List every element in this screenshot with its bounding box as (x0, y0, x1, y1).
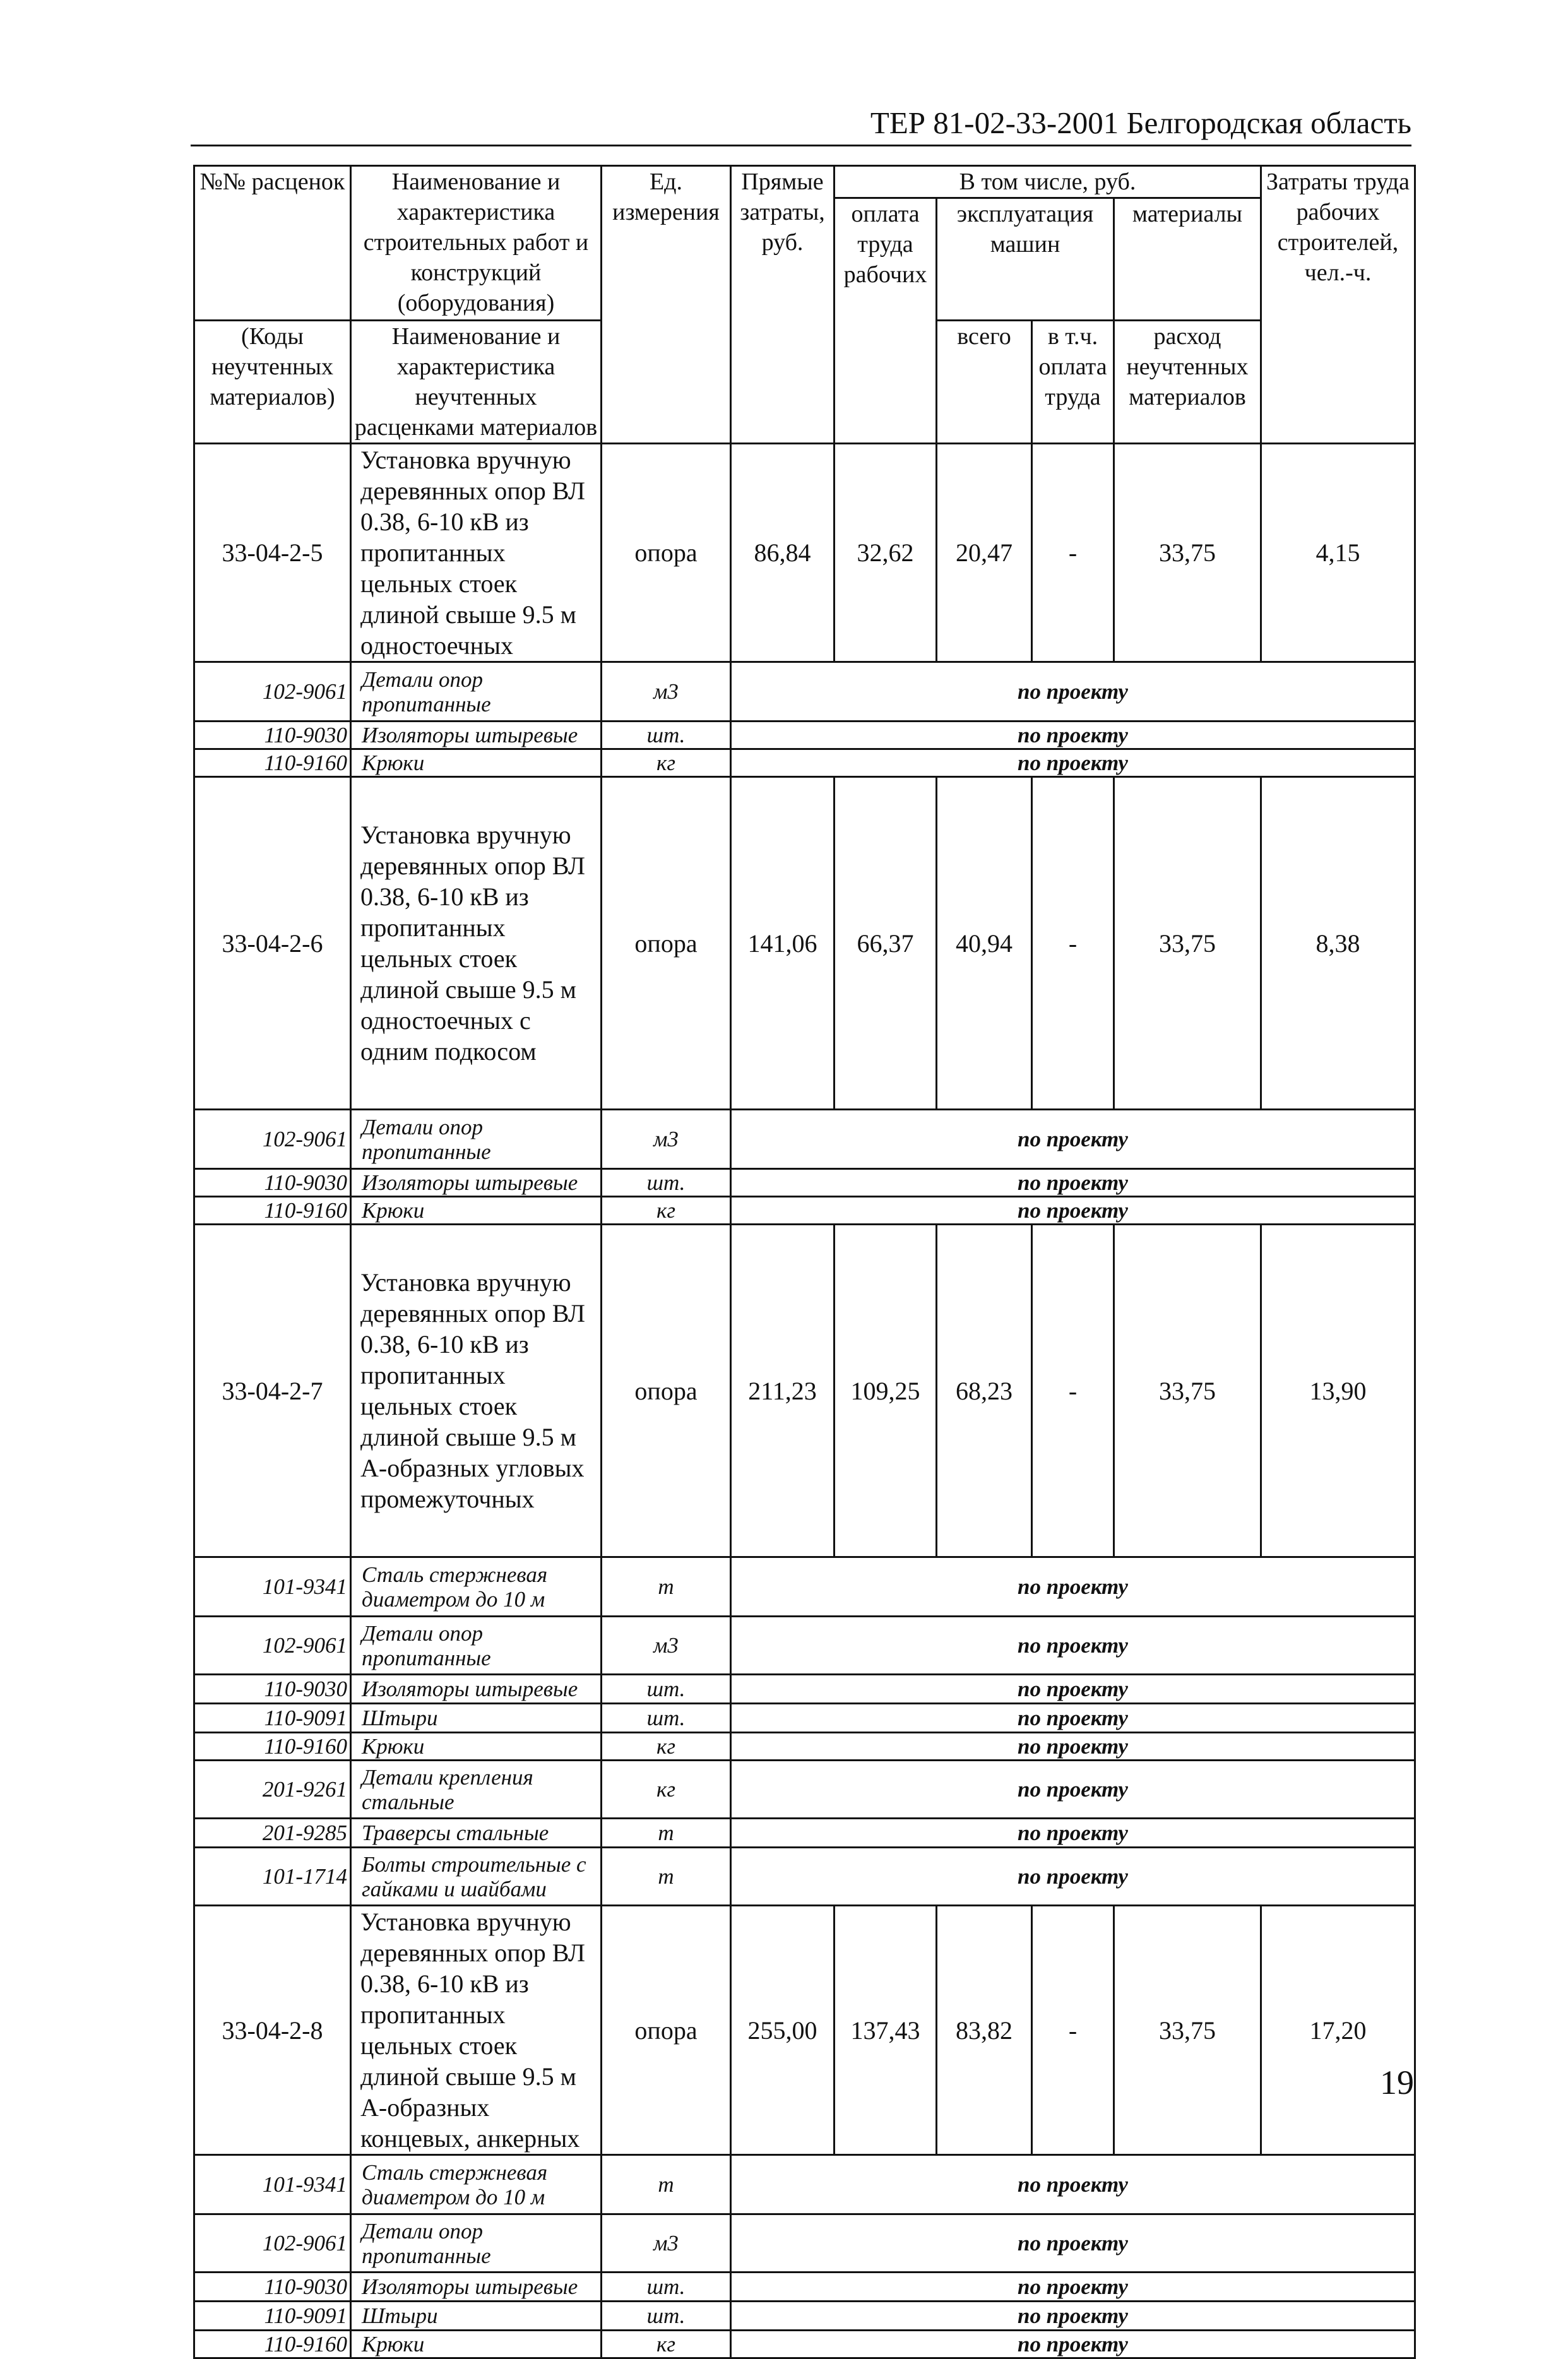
material-row (194, 662, 1415, 722)
rate-labor-hours: 13,90 (1261, 1225, 1415, 1557)
material-name: Крюки (351, 1733, 602, 1761)
col-header-name2: Наименование и характеристика неучтенных расценками материалов (351, 321, 602, 444)
material-name: Штыри (351, 2302, 602, 2331)
material-row (194, 1675, 1415, 1704)
col-header-materials-unaccounted: расход неучтенных материалов (1114, 321, 1261, 444)
material-value: по проекту (731, 1557, 1415, 1617)
rate-row (194, 1906, 1415, 2155)
rates-table (193, 165, 1416, 2359)
rate-labor-hours: 8,38 (1261, 777, 1415, 1110)
material-code: 110-9030 (194, 2273, 351, 2302)
material-row (194, 1110, 1415, 1169)
material-unit: шт. (602, 2273, 731, 2302)
rate-code: 33-04-2-7 (194, 1225, 351, 1557)
material-name: Крюки (351, 2331, 602, 2358)
col-header-unit: Ед. измерения (602, 166, 731, 444)
material-name: Изоляторы штыревые (351, 1169, 602, 1197)
material-value: по проекту (731, 2155, 1415, 2214)
material-code: 201-9261 (194, 1761, 351, 1819)
material-row (194, 1704, 1415, 1733)
col-header-code: №№ расценок (194, 166, 351, 321)
material-code: 110-9030 (194, 1169, 351, 1197)
material-value: по проекту (731, 722, 1415, 749)
material-row (194, 1617, 1415, 1675)
material-name: Крюки (351, 749, 602, 777)
material-code: 101-9341 (194, 1557, 351, 1617)
rate-labor-pay: 137,43 (834, 1906, 937, 2155)
material-code: 102-9061 (194, 662, 351, 722)
material-unit: шт. (602, 1675, 731, 1704)
material-value: по проекту (731, 2214, 1415, 2273)
rate-materials: 33,75 (1114, 777, 1261, 1110)
col-header-materials: материалы (1114, 198, 1261, 321)
material-value: по проекту (731, 1169, 1415, 1197)
material-code: 110-9160 (194, 749, 351, 777)
material-unit: кг (602, 1733, 731, 1761)
material-name: Детали опор пропитанные (351, 1110, 602, 1169)
material-unit: т (602, 1819, 731, 1848)
material-code: 110-9030 (194, 722, 351, 749)
material-row (194, 1557, 1415, 1617)
rate-machines-labor: - (1032, 1225, 1114, 1557)
material-name: Сталь стержневая диаметром до 10 м (351, 2155, 602, 2214)
rate-labor-hours: 17,20 (1261, 1906, 1415, 2155)
material-value: по проекту (731, 2302, 1415, 2331)
col-header-machines-labor: в т.ч. оплата труда (1032, 321, 1114, 444)
material-code: 110-9160 (194, 2331, 351, 2358)
material-unit: кг (602, 2331, 731, 2358)
material-value: по проекту (731, 1704, 1415, 1733)
material-value: по проекту (731, 1617, 1415, 1675)
material-name: Изоляторы штыревые (351, 1675, 602, 1704)
rate-direct-cost: 255,00 (731, 1906, 834, 2155)
material-unit: м3 (602, 662, 731, 722)
col-header-machines: эксплуатация машин (937, 198, 1114, 321)
material-unit: м3 (602, 2214, 731, 2273)
col-header-labor-hours: Затраты труда рабочих строителей, чел.-ч. (1261, 166, 1415, 444)
material-name: Детали опор пропитанные (351, 662, 602, 722)
page-header-title: ТЕР 81-02-33-2001 Белгородская область (870, 105, 1411, 140)
material-row (194, 1761, 1415, 1819)
material-name: Детали крепления стальные (351, 1761, 602, 1819)
rate-code: 33-04-2-5 (194, 444, 351, 662)
material-name: Траверсы стальные (351, 1819, 602, 1848)
material-value: по проекту (731, 749, 1415, 777)
rate-machines-labor: - (1032, 777, 1114, 1110)
material-value: по проекту (731, 1110, 1415, 1169)
material-unit: т (602, 1557, 731, 1617)
material-name: Детали опор пропитанные (351, 1617, 602, 1675)
material-row (194, 1819, 1415, 1848)
rate-materials: 33,75 (1114, 444, 1261, 662)
material-value: по проекту (731, 1819, 1415, 1848)
material-unit: шт. (602, 1169, 731, 1197)
material-code: 110-9091 (194, 1704, 351, 1733)
col-header-code2: (Коды неучтенных материалов) (194, 321, 351, 444)
rate-unit: опора (602, 444, 731, 662)
rate-row (194, 777, 1415, 1110)
rate-name: Установка вручную деревянных опор ВЛ 0.38, 6-10 кВ из пропитанных цельных стоек длиной свыше 9.5 м одностоечных с одним подкосом (351, 777, 602, 1110)
material-code: 102-9061 (194, 1110, 351, 1169)
rate-unit: опора (602, 777, 731, 1110)
material-unit: кг (602, 1761, 731, 1819)
material-unit: т (602, 1848, 731, 1906)
page-number: 19 (1380, 2064, 1414, 2101)
material-unit: шт. (602, 722, 731, 749)
rate-machines-total: 40,94 (937, 777, 1032, 1110)
col-header-machines-total: всего (937, 321, 1032, 444)
material-row (194, 1733, 1415, 1761)
material-value: по проекту (731, 1761, 1415, 1819)
material-code: 110-9160 (194, 1733, 351, 1761)
material-name: Детали опор пропитанные (351, 2214, 602, 2273)
rate-name: Установка вручную деревянных опор ВЛ 0.38, 6-10 кВ из пропитанных цельных стоек длиной свыше 9.5 м А-образных концевых, анкерных (351, 1906, 602, 2155)
material-code: 110-9091 (194, 2302, 351, 2331)
col-header-including: В том числе, руб. (834, 166, 1261, 198)
rate-direct-cost: 211,23 (731, 1225, 834, 1557)
rate-machines-total: 20,47 (937, 444, 1032, 662)
material-row (194, 749, 1415, 777)
material-unit: кг (602, 749, 731, 777)
col-header-name: Наименование и характеристика строительных работ и конструкций (оборудования) (351, 166, 602, 321)
rate-row (194, 444, 1415, 662)
rate-labor-pay: 66,37 (834, 777, 937, 1110)
material-value: по проекту (731, 2331, 1415, 2358)
rate-code: 33-04-2-6 (194, 777, 351, 1110)
material-code: 201-9285 (194, 1819, 351, 1848)
material-unit: м3 (602, 1110, 731, 1169)
col-header-direct: Прямые затраты, руб. (731, 166, 834, 444)
rate-name: Установка вручную деревянных опор ВЛ 0.38, 6-10 кВ из пропитанных цельных стоек длиной свыше 9.5 м А-образных угловых промежуточных (351, 1225, 602, 1557)
material-code: 101-1714 (194, 1848, 351, 1906)
rate-code: 33-04-2-8 (194, 1906, 351, 2155)
rate-machines-total: 83,82 (937, 1906, 1032, 2155)
material-unit: шт. (602, 2302, 731, 2331)
material-row (194, 722, 1415, 749)
material-name: Изоляторы штыревые (351, 2273, 602, 2302)
material-name: Болты строительные с гайками и шайбами (351, 1848, 602, 1906)
rate-machines-labor: - (1032, 1906, 1114, 2155)
rate-labor-pay: 109,25 (834, 1225, 937, 1557)
material-value: по проекту (731, 1675, 1415, 1704)
col-header-labor-pay: оплата труда рабочих (834, 198, 937, 444)
rate-direct-cost: 141,06 (731, 777, 834, 1110)
rate-machines-total: 68,23 (937, 1225, 1032, 1557)
material-code: 102-9061 (194, 2214, 351, 2273)
material-row (194, 1848, 1415, 1906)
rate-direct-cost: 86,84 (731, 444, 834, 662)
material-code: 110-9030 (194, 1675, 351, 1704)
material-row (194, 2273, 1415, 2302)
material-row (194, 2214, 1415, 2273)
material-row (194, 2302, 1415, 2331)
material-unit: кг (602, 1197, 731, 1225)
header-rule (191, 145, 1411, 146)
material-code: 101-9341 (194, 2155, 351, 2214)
material-code: 102-9061 (194, 1617, 351, 1675)
material-row (194, 2331, 1415, 2358)
material-name: Крюки (351, 1197, 602, 1225)
rate-materials: 33,75 (1114, 1225, 1261, 1557)
rate-machines-labor: - (1032, 444, 1114, 662)
material-value: по проекту (731, 1733, 1415, 1761)
rate-unit: опора (602, 1225, 731, 1557)
rate-name: Установка вручную деревянных опор ВЛ 0.38, 6-10 кВ из пропитанных цельных стоек длиной свыше 9.5 м одностоечных (351, 444, 602, 662)
material-unit: м3 (602, 1617, 731, 1675)
material-value: по проекту (731, 662, 1415, 722)
material-row (194, 1197, 1415, 1225)
material-value: по проекту (731, 1848, 1415, 1906)
material-row (194, 2155, 1415, 2214)
material-unit: т (602, 2155, 731, 2214)
material-code: 110-9160 (194, 1197, 351, 1225)
material-value: по проекту (731, 2273, 1415, 2302)
rate-unit: опора (602, 1906, 731, 2155)
rate-row (194, 1225, 1415, 1557)
material-name: Изоляторы штыревые (351, 722, 602, 749)
material-row (194, 1169, 1415, 1197)
rate-materials: 33,75 (1114, 1906, 1261, 2155)
material-value: по проекту (731, 1197, 1415, 1225)
header-row-1 (194, 166, 1415, 198)
rate-labor-pay: 32,62 (834, 444, 937, 662)
rate-labor-hours: 4,15 (1261, 444, 1415, 662)
material-name: Штыри (351, 1704, 602, 1733)
material-unit: шт. (602, 1704, 731, 1733)
material-name: Сталь стержневая диаметром до 10 м (351, 1557, 602, 1617)
